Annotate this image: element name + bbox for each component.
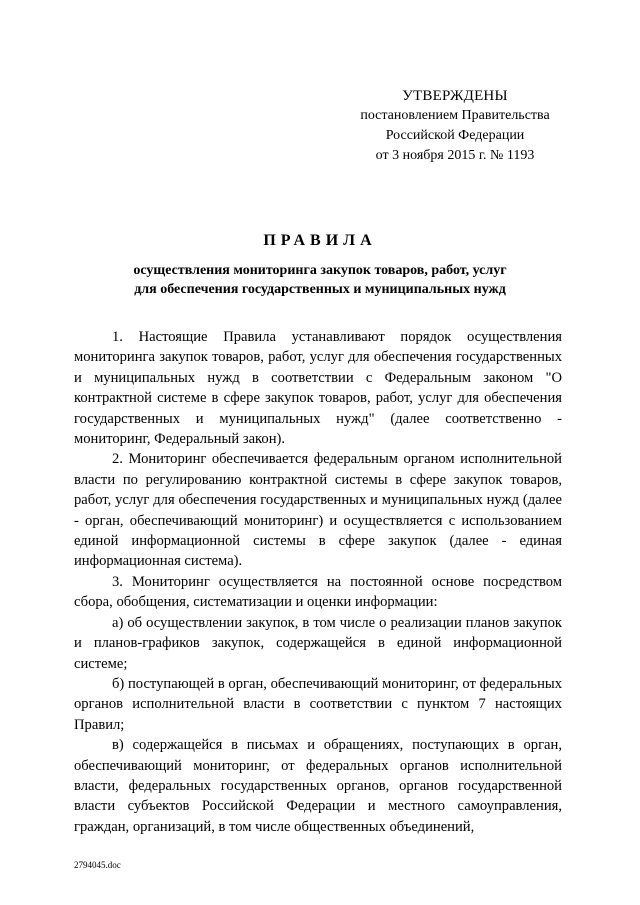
approval-block bbox=[340, 86, 570, 166]
document-subtitle bbox=[70, 261, 570, 299]
approval-date-line: от 3 ноября 2015 г. № 1193 bbox=[375, 148, 535, 163]
approval-line: Российской Федерации bbox=[385, 128, 525, 143]
document-body bbox=[74, 327, 562, 837]
paragraph-2: 2. Мониторинг обеспечивается федеральным органом исполнительной власти по регулированию контрактной системы в сфере закупок товаров, работ, услуг для обеспечения государственных и муниципальных нужд (далее - орган, обеспечивающий мониторинг) и осуществляется с использованием единой информационной системы в сфере закупок (далее - единая информационная система). bbox=[74, 451, 562, 570]
paragraph-3b: б) поступающей в орган, обеспечивающий мониторинг, от федеральных органов исполнительной власти в соответствии с пунктом 7 настоящих Правил; bbox=[74, 675, 562, 733]
paragraph-3a: а) об осуществлении закупок, в том числе о реализации планов закупок и планов-графиков закупок, содержащейся в единой информационной системе; bbox=[74, 614, 562, 672]
approval-heading: УТВЕРЖДЕНЫ bbox=[402, 88, 508, 104]
paragraph-1: 1. Настоящие Правила устанавливают порядок осуществления мониторинга закупок товаров, работ, услуг для обеспечения государственных и муниципальных нужд в соответствии с Федеральным законом "О контрактной системе в сфере закупок товаров, работ, услуг для обеспечения государственных и муниципальных нужд" (далее соответственно - мониторинг, Федеральный закон). bbox=[74, 329, 562, 448]
paragraph-3: 3. Мониторинг осуществляется на постоянной основе посредством сбора, обобщения, систематизации и оценки информации: bbox=[74, 573, 562, 611]
approval-line: постановлением Правительства bbox=[360, 108, 550, 123]
subtitle-line: осуществления мониторинга закупок товаров, работ, услуг bbox=[133, 263, 507, 278]
file-name-footer: 2794045.doc bbox=[74, 860, 121, 870]
subtitle-line: для обеспечения государственных и муниципальных нужд bbox=[134, 282, 506, 297]
paragraph-3c: в) содержащейся в письмах и обращениях, поступающих в орган, обеспечивающий мониторинг, от федеральных органов исполнительной власти, федеральных государственных органов, органов государственной власти субъектов Российской Федерации и местного самоуправления, граждан, организаций, в том числе общественных объединений, bbox=[74, 737, 562, 835]
document-title: ПРАВИЛА bbox=[263, 232, 377, 249]
